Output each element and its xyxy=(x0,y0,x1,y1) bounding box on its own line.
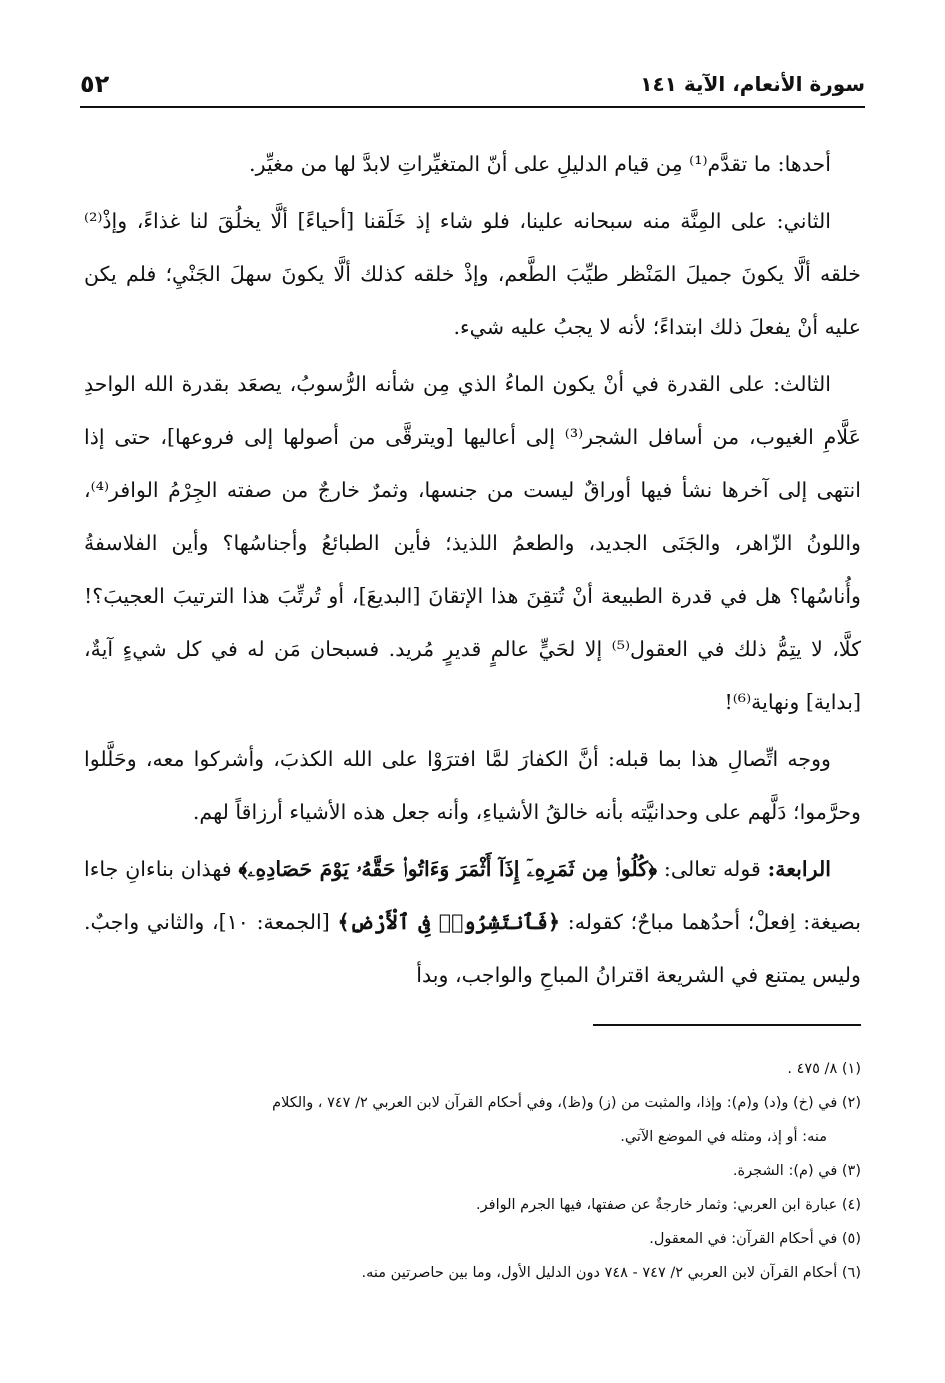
paragraph-second: الثاني: على المِنَّة منه سبحانه علينا، فلو شاء إذ خَلَقنا [أحياءً] ألَّا يخلُقَ لنا غذاءً، وإذْ⁽²⁾ خلقه ألَّا يكونَ جميلَ المَنْظر طيِّبَ الطَّعم، وإذْ خلقه كذلك ألَّا يكونَ سهلَ الجَنْيِ؛ فلم يكن عليه أنْ يفعلَ ذلك ابتداءً؛ لأنه لا يجبُ عليه شيء. xyxy=(84,209,861,339)
page-header xyxy=(80,64,865,104)
footnote-rule xyxy=(593,1024,861,1026)
quran-verse-2: ﴿فَٱنتَشِرُوا۟ فِى ٱلْأَرْضِ﴾ xyxy=(337,910,561,934)
footnotes xyxy=(84,1052,861,1290)
header-rule xyxy=(80,106,865,108)
paragraph-fourth-end: [الجمعة: ١٠]، والثاني واجبٌ. وليس يمتنع في الشريعة اقترانُ المباحِ والواجب، وبدأ xyxy=(84,910,861,987)
paragraph-fourth-intro: قوله تعالى: xyxy=(657,857,768,881)
footnote-4: (٤) عبارة ابن العربي: وثمار خارجةٌ عن صفتها، فيها الجرم الوافر. xyxy=(476,1197,861,1213)
footnote-1: (١) ٨/ ٤٧٥ . xyxy=(787,1061,861,1077)
quran-verse-1: ﴿كُلُوا۟ مِن ثَمَرِهِۦٓ إِذَآ أَثْمَرَ وَءَاتُوا۟ حَقَّهُۥ يَوْمَ حَصَادِهِۦ﴾ xyxy=(238,857,658,881)
footnote-6: (٦) أحكام القرآن لابن العربي ٢/ ٧٤٧ - ٧٤٨ دون الدليل الأول، وما بين حاصرتين منه. xyxy=(361,1265,861,1281)
paragraph-first: أحدها: ما تقدَّم⁽¹⁾ مِن قيام الدليلِ على أنّ المتغيِّراتِ لابدَّ لها من مغيِّر. xyxy=(249,152,831,176)
paragraph-fourth xyxy=(84,843,861,1002)
paragraph-third: الثالث: على القدرة في أنْ يكون الماءُ الذي مِن شأنه الرُّسوبُ، يصعَد بقدرة الله الواحدِ عَلَّامِ الغيوب، من أسافل الشجر⁽³⁾ إلى أعاليها [ويترقَّى من أصولها إلى فروعها]، حتى إذا انتهى إلى آخرها نشأ فيها أوراقٌ ليست من جنسها، وثمرٌ خارجٌ من صفته الجِرْمُ الوافر⁽⁴⁾، واللونُ الزّاهر، والجَنَى الجديد، والطعمُ اللذيذ؛ فأين الطبائعُ وأجناسُها؟ وأين الفلاسفةُ وأُناسُها؟ هل في قدرة الطبيعة أنْ تُتقِنَ هذا الإتقانَ [البديعَ]، أو تُرتِّبَ هذا الترتيبَ العجيبَ؟! كلَّا، لا يتِمُّ ذلك في العقول⁽⁵⁾ إلا لحَيٍّ عالمٍ قديرٍ مُريد. فسبحان مَن له في كل شيءٍ آيةٌ، [بداية] ونهاية⁽⁶⁾! xyxy=(84,372,862,714)
footnote-2: (٢) في (خ) و(د) و(م): وإذا، والمثبت من (ز) و(ظ)، وفي أحكام القرآن لابن العربي ٢/ ٧٤٧ ، والكلام xyxy=(272,1095,861,1111)
paragraph-fourth-mid: فهذان بناءانِ جاءا بصيغة: اِفعلْ؛ أحدُهما مباحٌ؛ كقوله: xyxy=(84,857,862,934)
section-label: الرابعة: xyxy=(767,857,831,881)
footnote-3: (٣) في (م): الشجرة. xyxy=(732,1163,861,1179)
page-number: ٥٢ xyxy=(80,70,110,98)
main-text xyxy=(84,138,861,1002)
running-title: سورة الأنعام، الآية ١٤١ xyxy=(640,72,865,96)
paragraph-connection: ووجه اتِّصالِ هذا بما قبله: أنَّ الكفارَ لمَّا افترَوْا على الله الكذبَ، وأشركوا معه، وحَلَّلوا وحرَّموا؛ دَلَّهم على وحدانيَّته بأنه خالقُ الأشياءِ، وأنه جعل هذه الأشياء أرزاقاً لهم. xyxy=(84,747,861,824)
footnote-2-continuation: منه: أو إذ، ومثله في الموضع الآتي. xyxy=(620,1129,827,1145)
footnote-5: (٥) في أحكام القرآن: في المعقول. xyxy=(649,1231,861,1247)
